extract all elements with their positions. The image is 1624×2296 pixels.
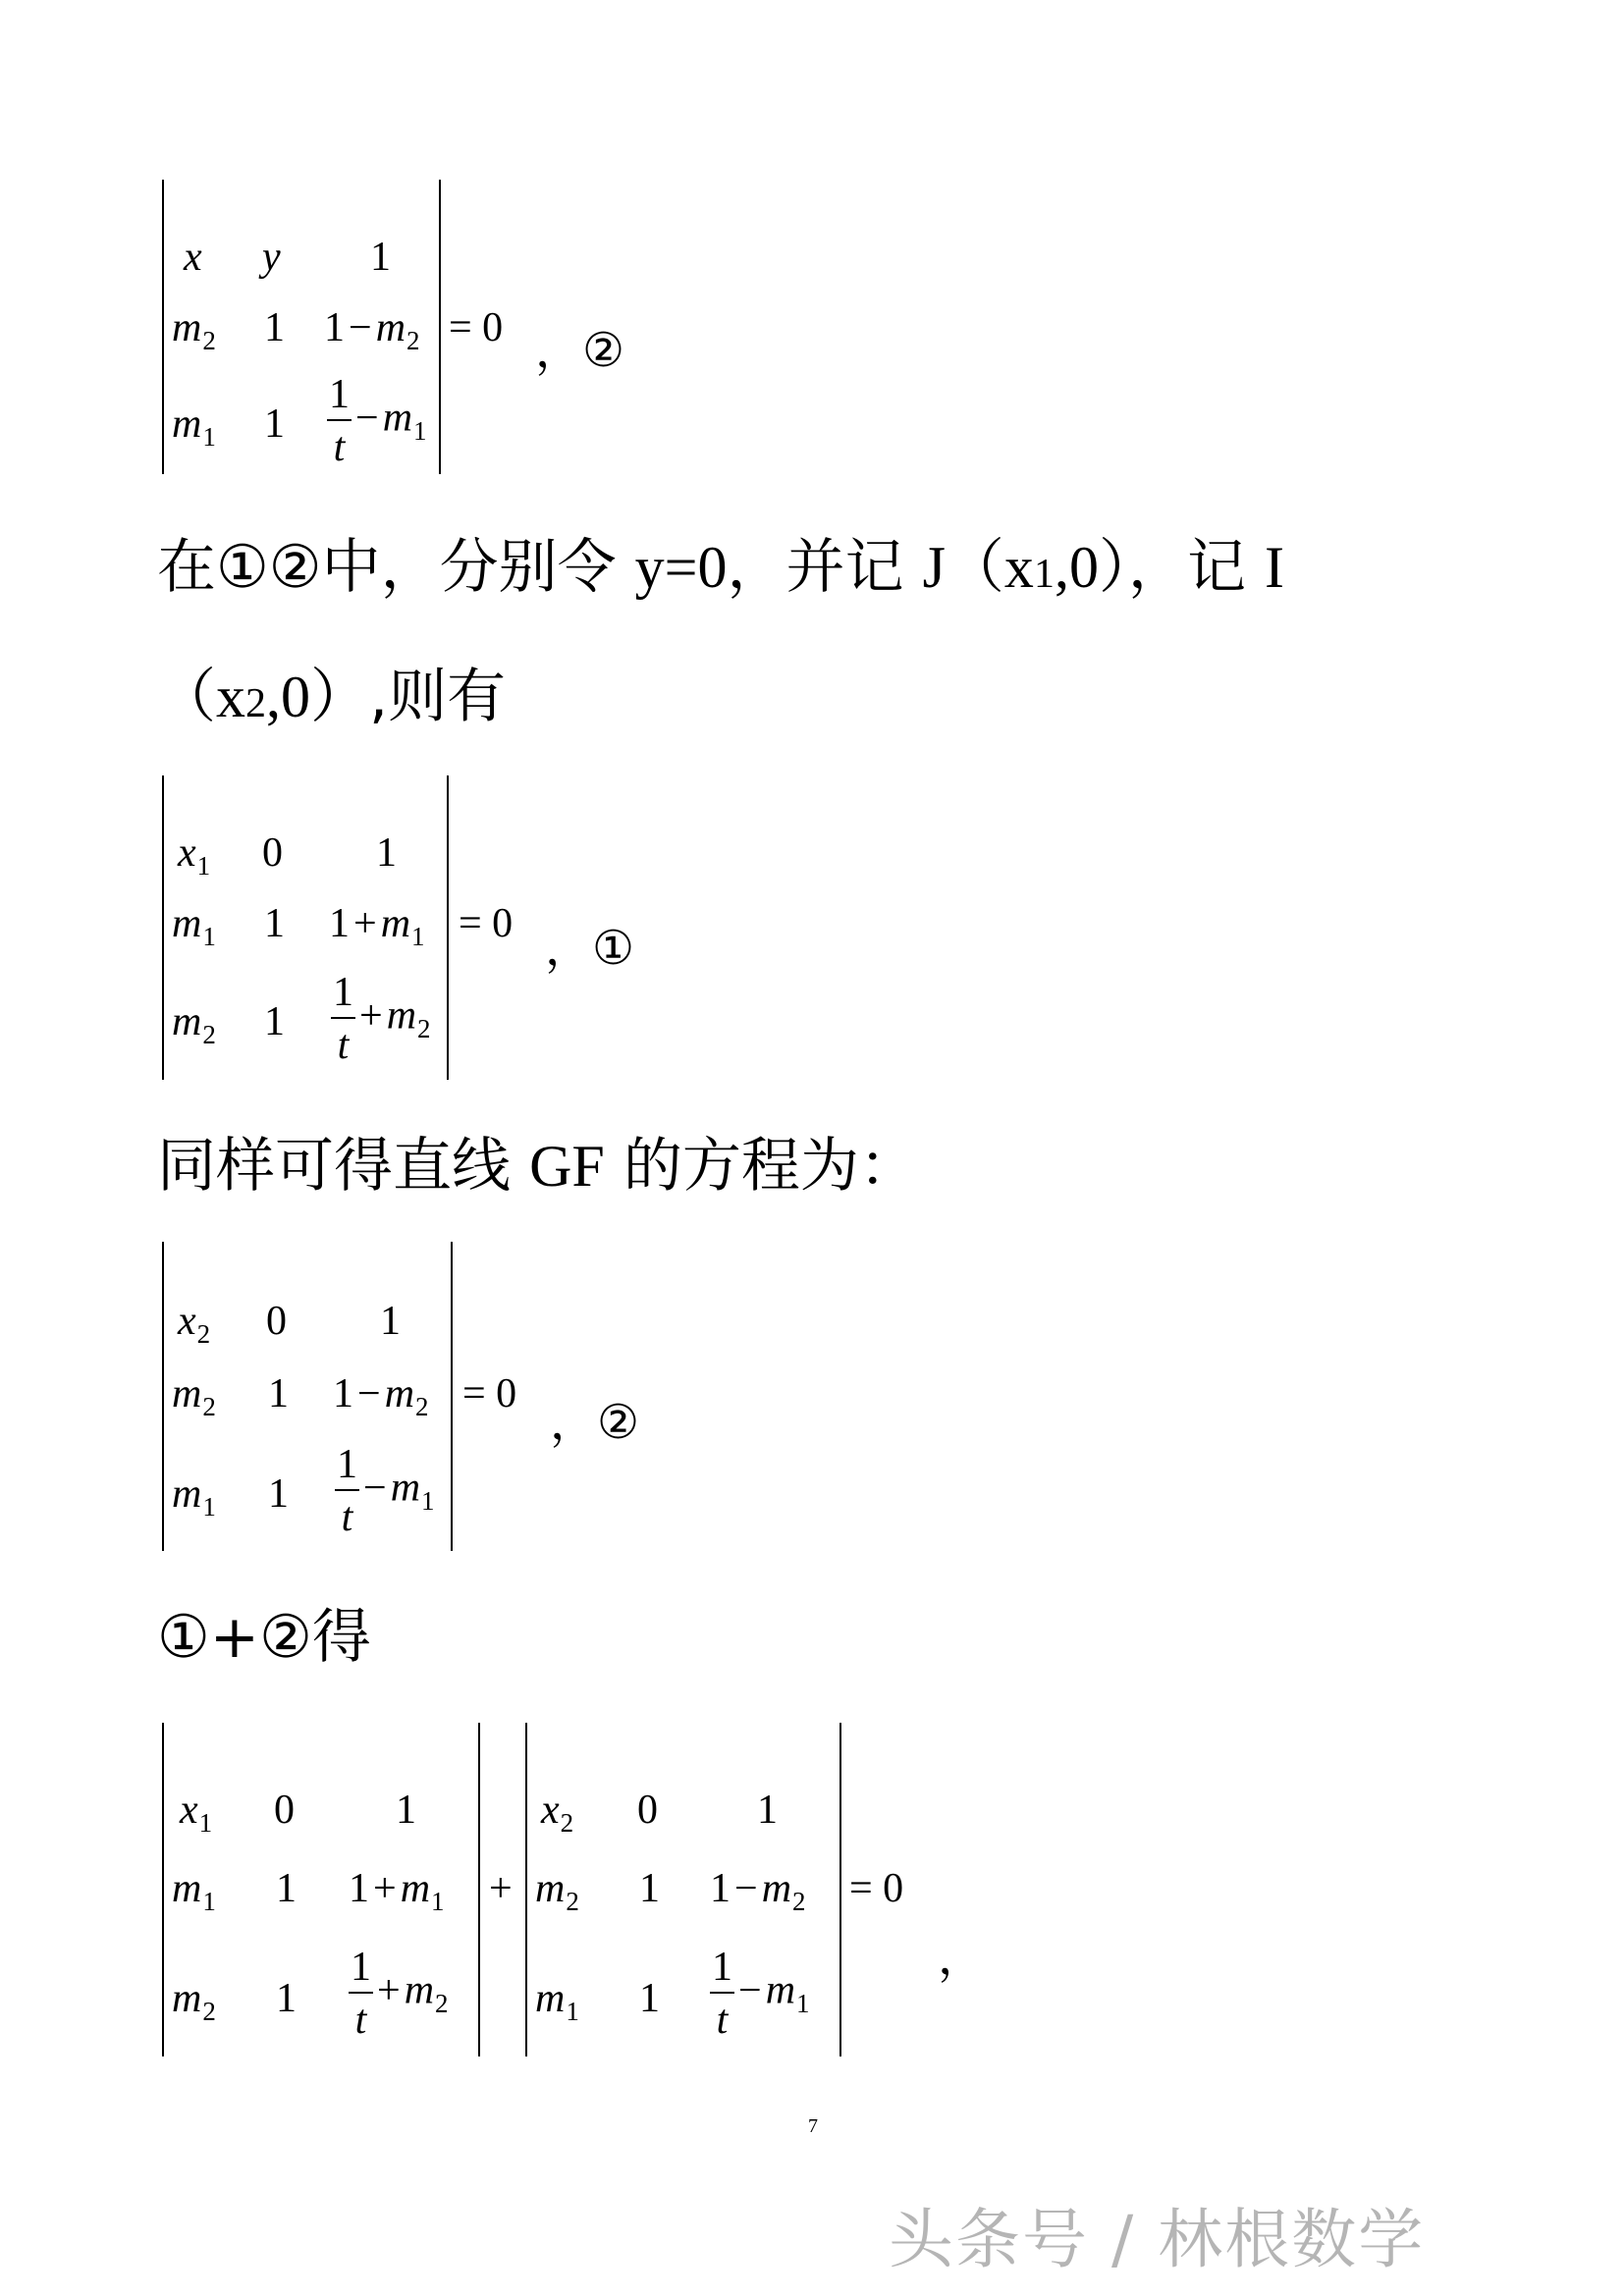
det-cell: $1-m_2$ (333, 1371, 429, 1421)
determinant-sum (162, 1723, 1006, 2056)
det-cell: $x_2$ (541, 1788, 574, 1838)
det-cell: $x_2$ (178, 1299, 211, 1349)
equation-label: ，① (545, 921, 635, 976)
det-cell: $1-m_2$ (710, 1866, 806, 1916)
det-cell: $\frac{1}{t}$ $+m_2$ (351, 1945, 449, 2043)
det-cell: $1+m_1$ (349, 1866, 445, 1916)
det-cell: y (262, 235, 281, 280)
det-equals: = 0 (449, 305, 504, 350)
det-bar-right (478, 1723, 480, 2056)
paragraph-3: ①+②得 (157, 1603, 371, 1672)
det-bar-left (162, 775, 164, 1080)
det-equals: = 0 (459, 901, 514, 946)
paragraph-1-line-1: 在①②中，分别令 y=0，并记 J（x1,0），记 I (157, 533, 1284, 602)
equation-label: ，② (550, 1395, 640, 1450)
det-cell: 0 (262, 830, 283, 876)
det-plus: + (489, 1866, 513, 1911)
det-bar-left (525, 1723, 527, 2056)
det-cell: 0 (274, 1788, 295, 1833)
det-cell: $m_2$ (172, 1976, 216, 2026)
equation-punct: ， (938, 1930, 986, 1985)
det-cell: 1 (639, 1976, 660, 2021)
det-cell: $\frac{1}{t}$ $-m_1$ (337, 1442, 435, 1540)
det-cell: 1 (268, 1371, 289, 1416)
det-bar-right (451, 1242, 453, 1551)
det-equals: = 0 (849, 1866, 904, 1911)
det-cell: x (184, 235, 202, 280)
det-cell: 0 (637, 1788, 658, 1833)
det-bar-right (839, 1723, 841, 2056)
det-cell: $x_1$ (180, 1788, 213, 1838)
determinant-3 (162, 1242, 712, 1551)
page-number: 7 (808, 2115, 818, 2137)
det-cell: 1 (264, 305, 285, 350)
det-cell: $m_1$ (535, 1976, 579, 2026)
paragraph-2: 同样可得直线 GF 的方程为： (157, 1132, 918, 1201)
det-cell: 1 (276, 1866, 297, 1911)
det-bar-left (162, 180, 164, 474)
det-cell: 1 (376, 830, 397, 876)
determinant-1 (162, 180, 712, 474)
det-cell: $m_2$ (535, 1866, 579, 1916)
det-bar-left (162, 1723, 164, 2056)
det-cell: $\frac{1}{t}$ $-m_1$ (329, 372, 427, 470)
det-cell: $x_1$ (178, 830, 211, 881)
determinant-2 (162, 775, 712, 1080)
det-cell: 1 (396, 1788, 416, 1833)
det-cell: 1 (268, 1471, 289, 1517)
det-bar-left (162, 1242, 164, 1551)
det-cell: 1 (264, 401, 285, 447)
det-cell: 1 (264, 999, 285, 1044)
det-cell: 1 (639, 1866, 660, 1911)
det-cell: 1 (264, 901, 285, 946)
det-cell: $m_1$ (172, 901, 216, 951)
det-cell: $m_1$ (172, 1471, 216, 1522)
det-cell: $m_2$ (172, 305, 216, 355)
det-cell: 1 (757, 1788, 778, 1833)
det-cell: $1-m_2$ (324, 305, 420, 355)
det-cell: 0 (266, 1299, 287, 1344)
det-bar-right (447, 775, 449, 1080)
equation-label: ，② (535, 323, 625, 378)
det-cell: $m_2$ (172, 999, 216, 1049)
paragraph-1-line-2: （x2,0）,则有 (157, 663, 507, 731)
watermark: 头条号 / 林根数学 (889, 2202, 1426, 2277)
det-equals: = 0 (462, 1371, 517, 1416)
det-cell: $m_1$ (172, 1866, 216, 1916)
det-cell: 1 (380, 1299, 401, 1344)
det-cell: $m_1$ (172, 401, 216, 452)
det-bar-right (439, 180, 441, 474)
det-cell: $1+m_1$ (329, 901, 425, 951)
det-cell: 1 (276, 1976, 297, 2021)
det-cell: $m_2$ (172, 1371, 216, 1421)
det-cell: $\frac{1}{t}$ $-m_1$ (712, 1945, 810, 2043)
det-cell: $\frac{1}{t}$ $+m_2$ (333, 970, 431, 1068)
det-cell: 1 (370, 235, 391, 280)
